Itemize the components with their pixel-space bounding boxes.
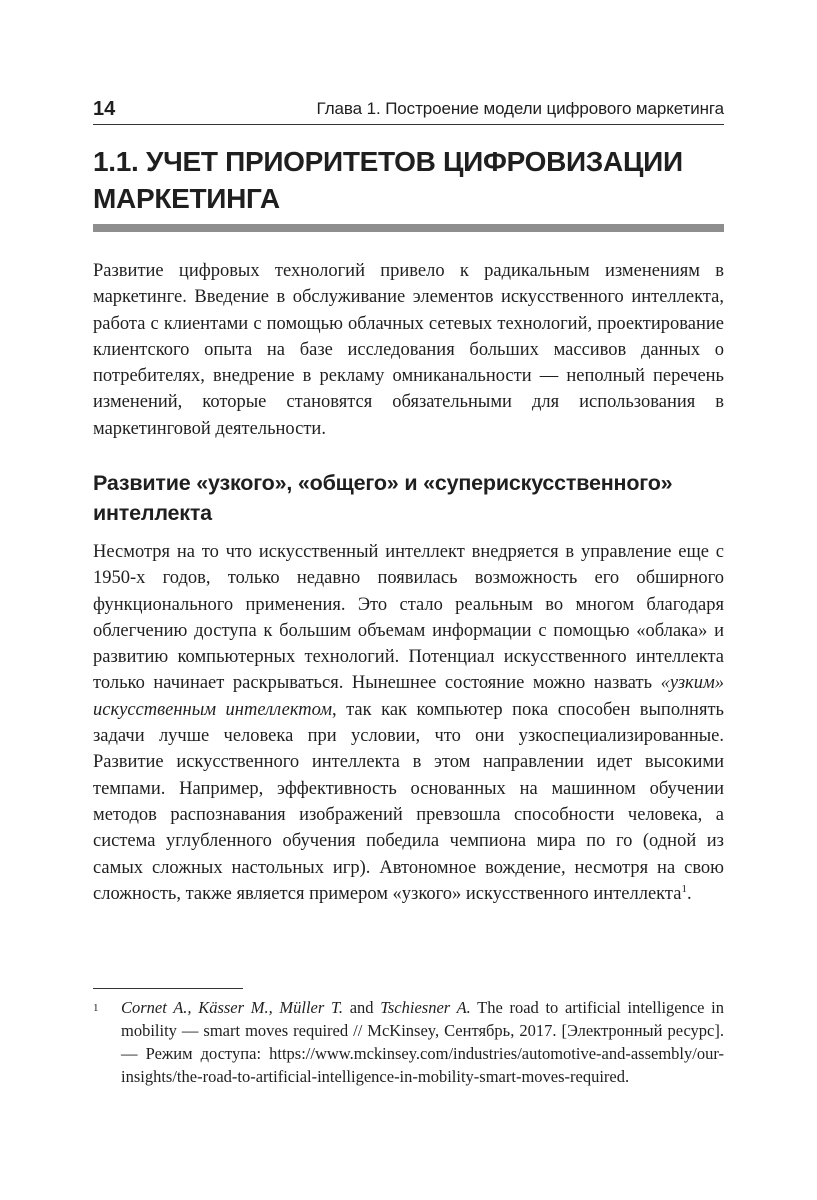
body-text-end: . (686, 883, 692, 904)
body-text-part1: Несмотря на то что искусственный интеллект внедряется в управление еще с 1950-х годов, только недавно появилась возможность его обширного функционального применения. Это стало реальным во многом благодаря облегчению доступа к большим объемам информации с помощью «облака» и развитию компьютерных технологий. Потенциал искусственного интеллекта только начинает раскрываться. Нынешнее состояние можно назвать (93, 542, 724, 694)
footnote-text (121, 996, 724, 1088)
intro-paragraph: Развитие цифровых технологий привело к радикальным изменениям в маркетинге. Введение в обслуживание элементов искусственного интеллекта, работа с клиентами с помощью облачных сетевых технологий, проектирование клиентского опыта на базе исследования больших массивов данных о потребителях, внедрение в рекламу омниканальности — неполный перечень изменений, которые становятся обязательными для использования в маркетинговой деятельности. (93, 261, 724, 439)
subsection-title: Развитие «узкого», «общего» и «суперискусственного» интеллекта (93, 471, 673, 525)
running-head (93, 94, 724, 125)
section-title-rule (93, 224, 724, 232)
section-title: 1.1. УЧЕТ ПРИОРИТЕТОВ ЦИФРОВИЗАЦИИ МАРКЕТИНГА (93, 146, 683, 214)
footnote-rule (93, 988, 243, 989)
footnote-and: and (343, 998, 381, 1017)
body-italic-term: «узким» искусственным интеллектом (93, 673, 725, 720)
page-number: 14 (93, 98, 116, 120)
footnote-author-last: Tschiesner A. (380, 998, 471, 1017)
footnote (93, 996, 724, 1088)
footnote-authors: Cornet A., Kässer M., Müller T. (121, 998, 344, 1017)
footnote-citation: The road to artificial intelligence in mobility — smart moves required // McKinsey, Сентябрь, 2017. [Электронный ресурс]. — Режим доступа: https://www.mckinsey.com/industries/automotive-and-assembly/our-insights/the-road-to-artificial-intelligence-in-mobility-smart-moves-required. (121, 998, 724, 1086)
body-paragraph (93, 539, 724, 959)
footnote-mark: 1 (93, 1002, 99, 1014)
footnote-reference[interactable]: 1 (681, 882, 687, 895)
chapter-title: Глава 1. Построение модели цифрового маркетинга (316, 99, 724, 118)
body-text-part2: , так как компьютер пока способен выполнять задачи лучше человека при условии, что они узкоспециализированные. Развитие искусственного интеллекта в этом направлении идет высокими темпами. Например, эффективность основанных на машинном обучении методов распознавания изображений превзошла способности человека, а система углубленного обучения победила чемпиона мира по го (одной из самых сложных настольных игр). Автономное вождение, несмотря на свою сложность, также является примером «узкого» искусственного интеллекта (93, 699, 724, 904)
